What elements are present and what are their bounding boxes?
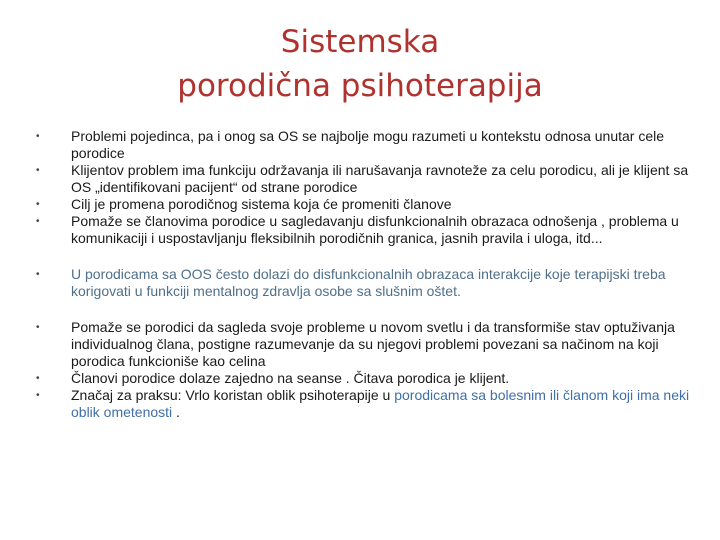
bullet-icon: • (36, 131, 40, 142)
bullet-item (36, 213, 691, 247)
bullet-text (71, 387, 689, 420)
bullet-text: U porodicama sa OOS često dolazi do disfunkcionalnih obrazaca interakcije koje terapijski treba korigovati u funkciji mentalnog zdravlja osobe sa slušnim oštet. (71, 266, 666, 299)
bullet-text: Članovi porodice dolaze zajedno na seanse . Čitava porodica je klijent. (71, 370, 510, 386)
bullet-item (36, 162, 691, 196)
bullet-item (36, 128, 691, 162)
bullet-text: Klijentov problem ima funkciju održavanja ili narušavanja ravnoteže za celu porodicu, ali je klijent sa OS „identifikovani pacijent“ od strane porodice (71, 162, 689, 195)
bullet-text: Problemi pojedinca, pa i onog sa OS se najbolje mogu razumeti u kontekstu odnosa unutar cele porodice (71, 128, 665, 161)
title-line-2: porodična psihoterapija (177, 68, 543, 104)
bullet-text-lead: Značaj za praksu: Vrlo koristan oblik psihoterapije u (71, 387, 395, 403)
bullet-icon: • (36, 269, 40, 280)
bullet-list (36, 128, 691, 421)
bullet-text-highlight: porodicama sa bolesnim ili članom koji ima neki oblik ometenosti (71, 387, 690, 420)
bullet-icon: • (36, 373, 40, 384)
bullet-icon: • (36, 322, 40, 333)
bullet-icon: • (36, 216, 40, 227)
bullet-item (36, 196, 691, 213)
bullet-text: Pomaže se porodici da sagleda svoje probleme u novom svetlu i da transformiše stav optuživanja individualnog člana, postigne razumevanje da su njegovi problemi povezani sa načinom na koji porodica funkcioniše kao celina (71, 319, 675, 369)
bullet-text: Cilj je promena porodičnog sistema koja će promeniti članove (71, 196, 452, 212)
bullet-item (36, 266, 691, 300)
bullet-icon: • (36, 390, 40, 401)
bullet-text: Pomaže se članovima porodice u sagledavanju disfunkcionalnih obrazaca odnošenja , problema u komunikaciji i uspostavljanju fleksibilnih porodičnih granica, jasnih pravila i uloga, itd... (71, 213, 679, 246)
title-line-1: Sistemska (280, 24, 440, 60)
bullet-icon: • (36, 199, 40, 210)
bullet-icon: • (36, 165, 40, 176)
bullet-item (36, 319, 691, 370)
bullet-item (36, 387, 691, 421)
bullet-text-tail: . (172, 404, 180, 420)
bullet-item (36, 370, 691, 387)
slide-title (0, 20, 720, 108)
